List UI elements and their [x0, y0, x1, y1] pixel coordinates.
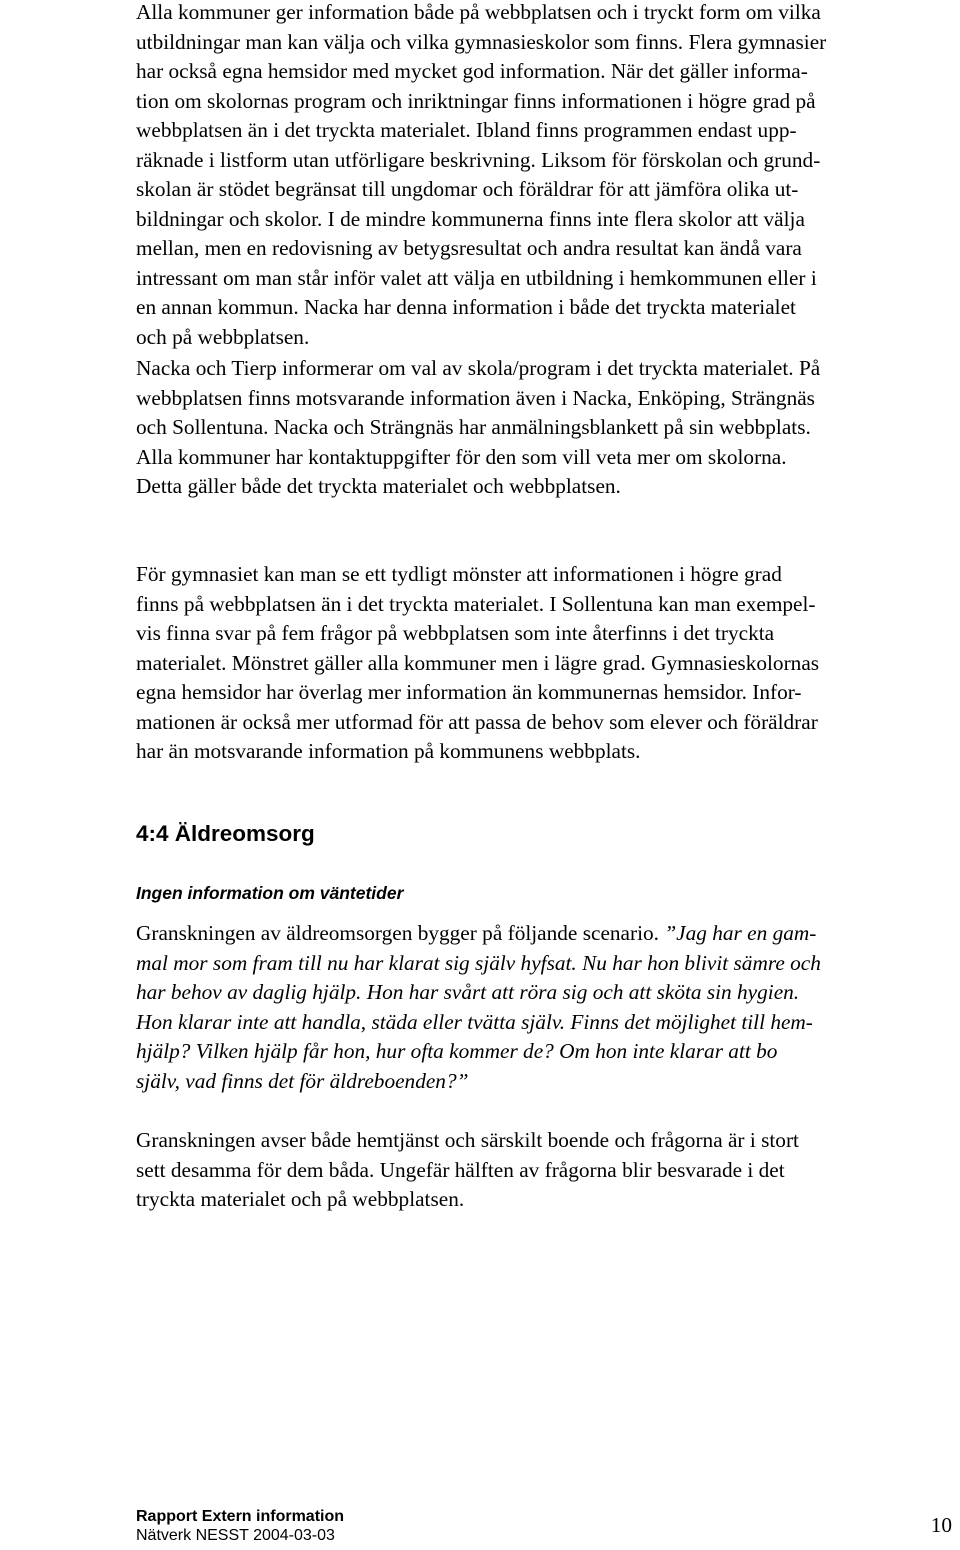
text-line: Granskningen avser både hemtjänst och särskilt boende och frågorna är i stort	[136, 1128, 799, 1152]
page-number: 10	[930, 1513, 952, 1537]
text-line: har också egna hemsidor med mycket god information. När det gäller informa-	[136, 59, 808, 83]
text-line: intressant om man står inför valet att välja en utbildning i hemkommunen eller i	[136, 265, 817, 290]
text-line: utbildningar man kan välja och vilka gymnasieskolor som finns. Flera gymnasier	[136, 29, 827, 54]
footer-subtitle: Nätverk NESST 2004-03-03	[136, 1527, 335, 1544]
text-line: materialet. Mönstret gäller alla kommuner men i lägre grad. Gymnasieskolornas	[136, 650, 820, 675]
text-line: en annan kommun. Nacka har denna information i både det tryckta materialet	[136, 295, 796, 319]
paragraph-gymnasium-info	[136, 0, 954, 352]
scenario-intro: Granskningen av äldreomsorgen bygger på följande scenario.	[136, 921, 659, 945]
scenario-quote-line: Hon klarar inte att handla, städa eller tvätta själv. Finns det möjlighet till hem-	[136, 1009, 813, 1034]
text-line: och Sollentuna. Nacka och Strängnäs har anmälningsblankett på sin webbplats.	[136, 415, 811, 439]
section-subheading: Ingen information om väntetider	[136, 883, 404, 903]
text-line: tryckta materialet och på webbplatsen.	[136, 1187, 465, 1211]
scenario-quote-line: mal mor som fram till nu har klarat sig själv hyfsat. Nu har hon blivit sämre och	[136, 950, 821, 975]
text-line: Nacka och Tierp informerar om val av skola/program i det tryckta materialet. På	[136, 356, 821, 380]
text-line: Detta gäller både det tryckta materialet och webbplatsen.	[136, 474, 621, 498]
paragraph-pattern	[136, 560, 954, 767]
text-line: finns på webbplatsen än i det tryckta materialet. I Sollentuna kan man exempel-	[136, 591, 816, 616]
paragraph-scenario	[136, 919, 954, 1096]
text-line: Alla kommuner ger information både på webbplatsen och i tryckt form om vilka	[136, 0, 821, 24]
text-line: skolan är stödet begränsat till ungdomar och föräldrar för att jämföra olika ut-	[136, 177, 799, 201]
footer-title: Rapport Extern information	[136, 1508, 345, 1525]
text-line: egna hemsidor har överlag mer information än kommunernas hemsidor. Infor-	[136, 680, 802, 704]
text-line: webbplatsen än i det tryckta materialet. Ibland finns programmen endast upp-	[136, 118, 797, 142]
text-line	[136, 919, 954, 949]
text-line: vis finna svar på fem frågor på webbplatsen som inte återfinns i det tryckta	[136, 621, 775, 645]
text-line: tion om skolornas program och inriktningar finns informationen i högre grad på	[136, 88, 816, 113]
text-line: räknade i listform utan utförligare beskrivning. Liksom för förskolan och grund-	[136, 147, 821, 172]
text-line: mationen är också mer utformad för att passa de behov som elever och föräldrar	[136, 709, 818, 734]
text-line: För gymnasiet kan man se ett tydligt mönster att informationen i högre grad	[136, 562, 782, 586]
page-footer	[136, 1507, 344, 1545]
section-heading: 4:4 Äldreomsorg	[136, 821, 315, 846]
scenario-quote-line: hjälp? Vilken hjälp får hon, hur ofta kommer de? Om hon inte klarar att bo	[136, 1039, 778, 1063]
text-line: och på webbplatsen.	[136, 324, 310, 349]
text-line: sett desamma för dem båda. Ungefär hälften av frågorna blir besvarade i det	[136, 1157, 785, 1182]
text-line: mellan, men en redovisning av betygsresultat och andra resultat kan ändå vara	[136, 236, 802, 260]
scenario-quote-start: ”Jag har en gam-	[664, 921, 817, 945]
scenario-quote-line: själv, vad finns det för äldreboenden?”	[136, 1068, 469, 1093]
text-line: Alla kommuner har kontaktuppgifter för den som vill veta mer om skolorna.	[136, 444, 787, 469]
scenario-quote-line: har behov av daglig hjälp. Hon har svårt att röra sig och att sköta sin hygien.	[136, 980, 800, 1004]
text-line: har än motsvarande information på kommunens webbplats.	[136, 739, 641, 763]
text-line: webbplatsen finns motsvarande information även i Nacka, Enköping, Strängnäs	[136, 385, 815, 410]
text-line: bildningar och skolor. I de mindre kommunerna finns inte flera skolor att välja	[136, 206, 805, 231]
paragraph-school-choice	[136, 354, 954, 502]
paragraph-review-scope	[136, 1126, 954, 1215]
